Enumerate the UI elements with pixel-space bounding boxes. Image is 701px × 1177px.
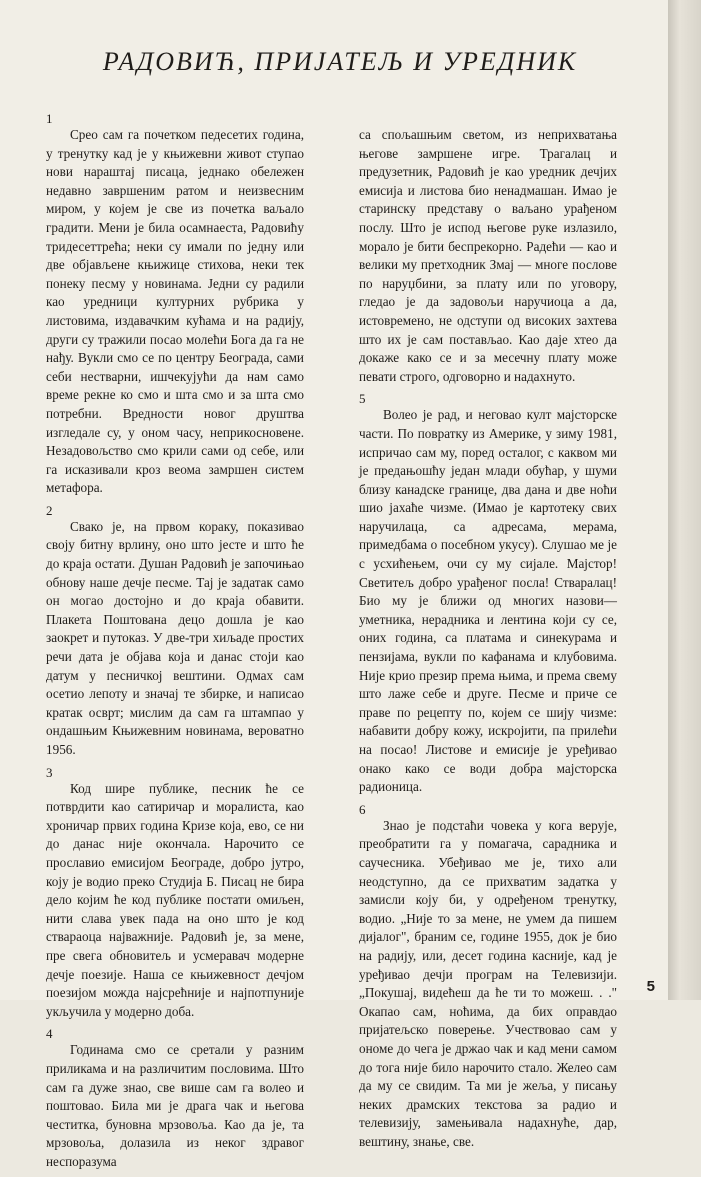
section-paragraph: Годинама смо се сретали у разним приликама и на различитим пословима. Што сам га дуже знао, све више сам га волео и поштовао. Била ми је драга чак и његова честитка, буновна мрзовоља. Као да је, та мрзовоља, долазила из неког здравог неспоразума (46, 1042, 304, 1169)
section-number: 1 (46, 111, 53, 126)
section-paragraph: Срео сам га почетком педесетих година, у тренутку кад је у књижевни живот ступао нови нараштај писаца, једнако обележен недавно завршеним ратом и неизвесним миром, у којем је све из почетка ваљало градити. Мени је била осамнаеста, Радовићу тридесеттрећа; неки су имали по једну или две објављене књижице стихова, неки тек понеку песму у новинама. Једни су радили као уредници културних рубрика у листовима, издавачким кућама и на радију, други су тражили посао молећи Бога да га не нађу. Вукли смо се по центру Београда, сами себи нестварни, ишчекујући да нам само време рекне ко смо и шта смо и за шта смо потребни. Вредности новог друштва изгледале су, у оном часу, неприкосновене. Незадовољство смо крили сами од себе, или га исказивали кроз веома замршен систем метафора. (46, 127, 304, 496)
section-2 (46, 504, 304, 760)
section-1 (46, 112, 304, 498)
section-paragraph: Знао је подстаћи човека у кога верује, преобратити га у помагача, сарадника и саучесника. Убеђивао ме је, тихо али неодступно, да се прихватим задатка у замисли коју би, у одређеном тренутку, водио. „Није то за мене, не умем да пишем дијалог", браним се, године 1955, док је био на радију, или, десет година касније, кад је уређивао дечји програм на Телевизији. „Покушај, видећеш да ће ти то можеш. . ." Окапао сам, ноћима, да бих оправдао пријатељско поверење. Учествовао сам у ономе до чега је држао чак и кад мени самом до тога није било нарочито стало. Желео сам да му се свидим. Та ми је жеља, у писању неких драмских текстова за радио и телевизију, замењивала надахнуће, дар, вештину, знање, све. (359, 817, 617, 1149)
section-paragraph: Волео је рад, и неговао култ мајсторске части. По повратку из Америке, у зиму 1981, испричао сам му, поред осталог, с каквом ми је предањошћу један млади обућар, у шуми близу канадске границе, два дана и две ноћи шио јахаће чизме. (Имао је картотеку свих наручилаца, са адресама, мерама, примедбама о посебном укусу). Слушао ме је с усхићењем, очи су му сијале. Мајстор! Светитељ добро урађеног посла! Стваралац! Био му је ближи од многих назови—уметника, нерадника и лентина који су се, оних година, са платама и синекурама и пензијама, вукли по кафанама и клубовима. Није крио презир према њима, и према свему што лаже себе и друге. Песме и приче се праве по рецепту по, којем се шију чизме: набавити добру кожу, искројити, па прилећи на посао! Листове и емисије је уређивао онако како се води добра мајсторска радионица. (359, 407, 617, 795)
section-paragraph: Код шире публике, песник ће се потврдити као сатиричар и моралиста, као хроничар првих година Кризе која, ево, се ни до данас није окончала. Нарочито се прославио емисијом Београде, добро јутро, коју је водио преко Студија Б. Писац не бира дело којим ће код публике постати омиљен, нити слава увек пада на оно што је код ствараоца најважније. Радовић је, за мене, пре свега обновитељ и усмеравач модерне дечје поезије. Наша се књижевност дечјом поезијом можда најсрећније и најпотпуније укључила у модерно доба. (46, 780, 304, 1019)
section-number: 4 (46, 1026, 53, 1042)
page-fold-shadow (668, 0, 701, 1000)
section-3 (46, 766, 304, 1022)
page-number: 5 (646, 978, 655, 995)
section-number: 6 (359, 801, 366, 817)
section-number: 2 (46, 502, 53, 518)
section-4-continued (359, 126, 617, 386)
section-6 (359, 803, 617, 1152)
section-paragraph: са спољашњим светом, из неприхватања његове замршене игре. Трагалац и предузетник, Радовић је као уредник дечјих емисија и листова био ненадмашан. Имао је старинску представу о ваљано урађеном послу. Што је испод његове руке излазило, морало је бити беспрекорно. Радећи — као и велики му претходник Змај — многе послове по наруџбини, за плату или по уговору, гледао је да задовољи наручиоца а да, истовремено, не одступи од високих захтева што их је сам постављао. Као даје хтео да докаже како се и за месечну плату може певати строго, одговорно и надахнуто. (359, 127, 617, 384)
section-5 (359, 392, 617, 796)
section-number: 5 (359, 391, 366, 407)
left-column (46, 112, 304, 1177)
section-number: 3 (46, 764, 53, 780)
page-title: РАДОВИЋ, ПРИЈАТЕЉ И УРЕДНИК (102, 47, 578, 76)
section-4 (46, 1027, 304, 1171)
right-column (359, 126, 617, 1157)
section-paragraph: Свако је, на првом кораку, показивао своју битну врлину, оно што јесте и што ће до краја остати. Душан Радовић је започињао обнову наше дечје песме. Тај је задатак само он могао достојно и до краја обавити. Плакета Поштована децо дошла је као заокрет и путоказ. У две-три хиљаде простих речи дата је објава која и данас стоји као датум у песничкој вештини. Одмах сам осетио лепоту и значај те збирке, и написао кратак осврт; мислим да сам га штампао у ондашњим Књижевним новинама, вероватно 1956. (46, 518, 304, 757)
